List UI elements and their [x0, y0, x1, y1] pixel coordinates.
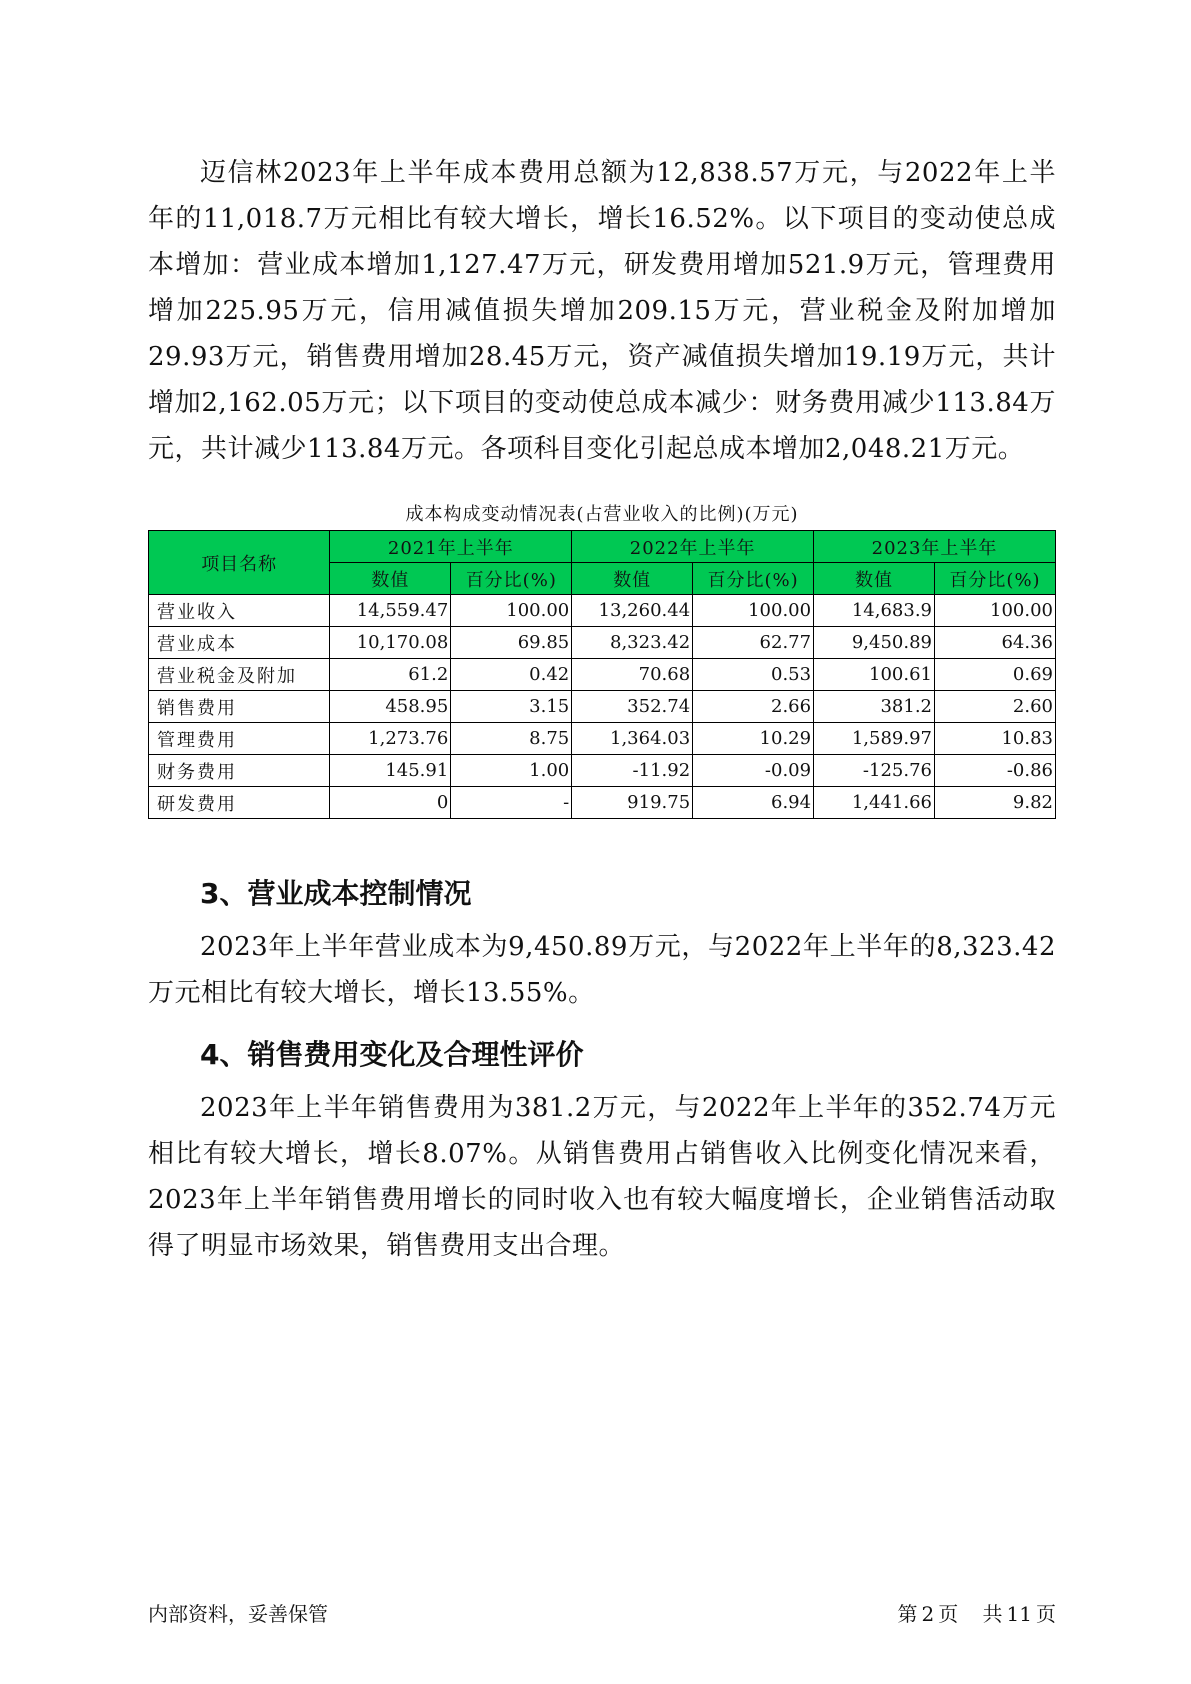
table-row [149, 627, 1056, 659]
cell-percent: 6.94 [693, 787, 814, 819]
cell-value: 61.2 [330, 659, 451, 691]
row-label: 管理费用 [149, 723, 330, 755]
paragraph-cost-overview: 迈信林2023年上半年成本费用总额为12,838.57万元，与2022年上半年的11,018.7万元相比有较大增长，增长16.52%。以下项目的变动使总成本增加：营业成本增加1,127.47万元，研发费用增加521.9万元，管理费用增加225.95万元，信用减值损失增加209.15万元，营业税金及附加增加29.93万元，销售费用增加28.45万元，资产减值损失增加19.19万元，共计增加2,162.05万元；以下项目的变动使总成本减少：财务费用减少113.84万元，共计减少113.84万元。各项科目变化引起总成本增加2,048.21万元。 [148, 158, 1056, 464]
header-period-2023: 2023年上半年 [814, 531, 1056, 563]
row-label: 研发费用 [149, 787, 330, 819]
table-row [149, 691, 1056, 723]
row-label: 营业收入 [149, 595, 330, 627]
cell-percent: 64.36 [935, 627, 1056, 659]
cell-percent: 8.75 [451, 723, 572, 755]
cell-percent: 100.00 [935, 595, 1056, 627]
subheader-percent: 百分比(%) [693, 563, 814, 595]
subheader-percent: 百分比(%) [935, 563, 1056, 595]
cell-percent: -0.09 [693, 755, 814, 787]
subheader-percent: 百分比(%) [451, 563, 572, 595]
cell-percent: 10.83 [935, 723, 1056, 755]
cell-value: 458.95 [330, 691, 451, 723]
table-row [149, 659, 1056, 691]
cell-value: 14,559.47 [330, 595, 451, 627]
cell-percent: 69.85 [451, 627, 572, 659]
section-heading-operating-cost: 3、营业成本控制情况 [200, 877, 472, 910]
table-header-row [149, 531, 1056, 563]
cell-value: 1,441.66 [814, 787, 935, 819]
page-mid: 页 [938, 1602, 959, 1626]
cell-value: 1,364.03 [572, 723, 693, 755]
cell-percent: 62.77 [693, 627, 814, 659]
subheader-value: 数值 [814, 563, 935, 595]
total-suffix: 页 [1036, 1602, 1056, 1626]
footer-confidential-note: 内部资料，妥善保管 [148, 1602, 328, 1626]
cell-percent: 2.66 [693, 691, 814, 723]
cell-percent: 10.29 [693, 723, 814, 755]
cell-value: 919.75 [572, 787, 693, 819]
cell-value: 10,170.08 [330, 627, 451, 659]
cell-value: 1,273.76 [330, 723, 451, 755]
row-label: 营业成本 [149, 627, 330, 659]
cell-value: 70.68 [572, 659, 693, 691]
table-caption: 成本构成变动情况表(占营业收入的比例)(万元) [405, 504, 799, 525]
row-label: 营业税金及附加 [149, 659, 330, 691]
cell-value: 8,323.42 [572, 627, 693, 659]
table-row [149, 755, 1056, 787]
header-period-2022: 2022年上半年 [572, 531, 814, 563]
cell-value: 381.2 [814, 691, 935, 723]
cell-percent: 0.69 [935, 659, 1056, 691]
paragraph-operating-cost: 2023年上半年营业成本为9,450.89万元，与2022年上半年的8,323.42万元相比有较大增长，增长13.55%。 [148, 932, 1056, 1008]
cell-percent: -0.86 [935, 755, 1056, 787]
cell-percent: 1.00 [451, 755, 572, 787]
header-item-name: 项目名称 [149, 531, 330, 595]
paragraph-sales-expense: 2023年上半年销售费用为381.2万元，与2022年上半年的352.74万元相比有较大增长，增长8.07%。从销售费用占销售收入比例变化情况来看，2023年上半年销售费用增长的同时收入也有较大幅度增长，企业销售活动取得了明显市场效果，销售费用支出合理。 [148, 1093, 1056, 1261]
page-total: 11 [1006, 1602, 1032, 1626]
cell-percent: 100.00 [451, 595, 572, 627]
total-prefix: 共 [982, 1602, 1003, 1626]
cell-value: -11.92 [572, 755, 693, 787]
subheader-value: 数值 [330, 563, 451, 595]
section-heading-sales-expense: 4、销售费用变化及合理性评价 [200, 1038, 584, 1071]
table-row [149, 787, 1056, 819]
page-current: 2 [921, 1602, 935, 1626]
cell-percent: 3.15 [451, 691, 572, 723]
cell-percent: 9.82 [935, 787, 1056, 819]
subheader-value: 数值 [572, 563, 693, 595]
cell-percent: 100.00 [693, 595, 814, 627]
row-label: 销售费用 [149, 691, 330, 723]
cell-value: 9,450.89 [814, 627, 935, 659]
cell-value: -125.76 [814, 755, 935, 787]
cell-value: 13,260.44 [572, 595, 693, 627]
cell-value: 145.91 [330, 755, 451, 787]
table-row [149, 723, 1056, 755]
cell-value: 14,683.9 [814, 595, 935, 627]
page-prefix: 第 [897, 1602, 918, 1626]
cost-structure-table [148, 530, 1056, 819]
cell-percent: 0.53 [693, 659, 814, 691]
row-label: 财务费用 [149, 755, 330, 787]
cell-percent: 0.42 [451, 659, 572, 691]
cell-percent: 2.60 [935, 691, 1056, 723]
cell-value: 0 [330, 787, 451, 819]
cell-value: 100.61 [814, 659, 935, 691]
table-row [149, 595, 1056, 627]
cell-percent: - [451, 787, 572, 819]
footer-page-number [893, 1598, 1056, 1627]
cell-value: 352.74 [572, 691, 693, 723]
cell-value: 1,589.97 [814, 723, 935, 755]
header-period-2021: 2021年上半年 [330, 531, 572, 563]
